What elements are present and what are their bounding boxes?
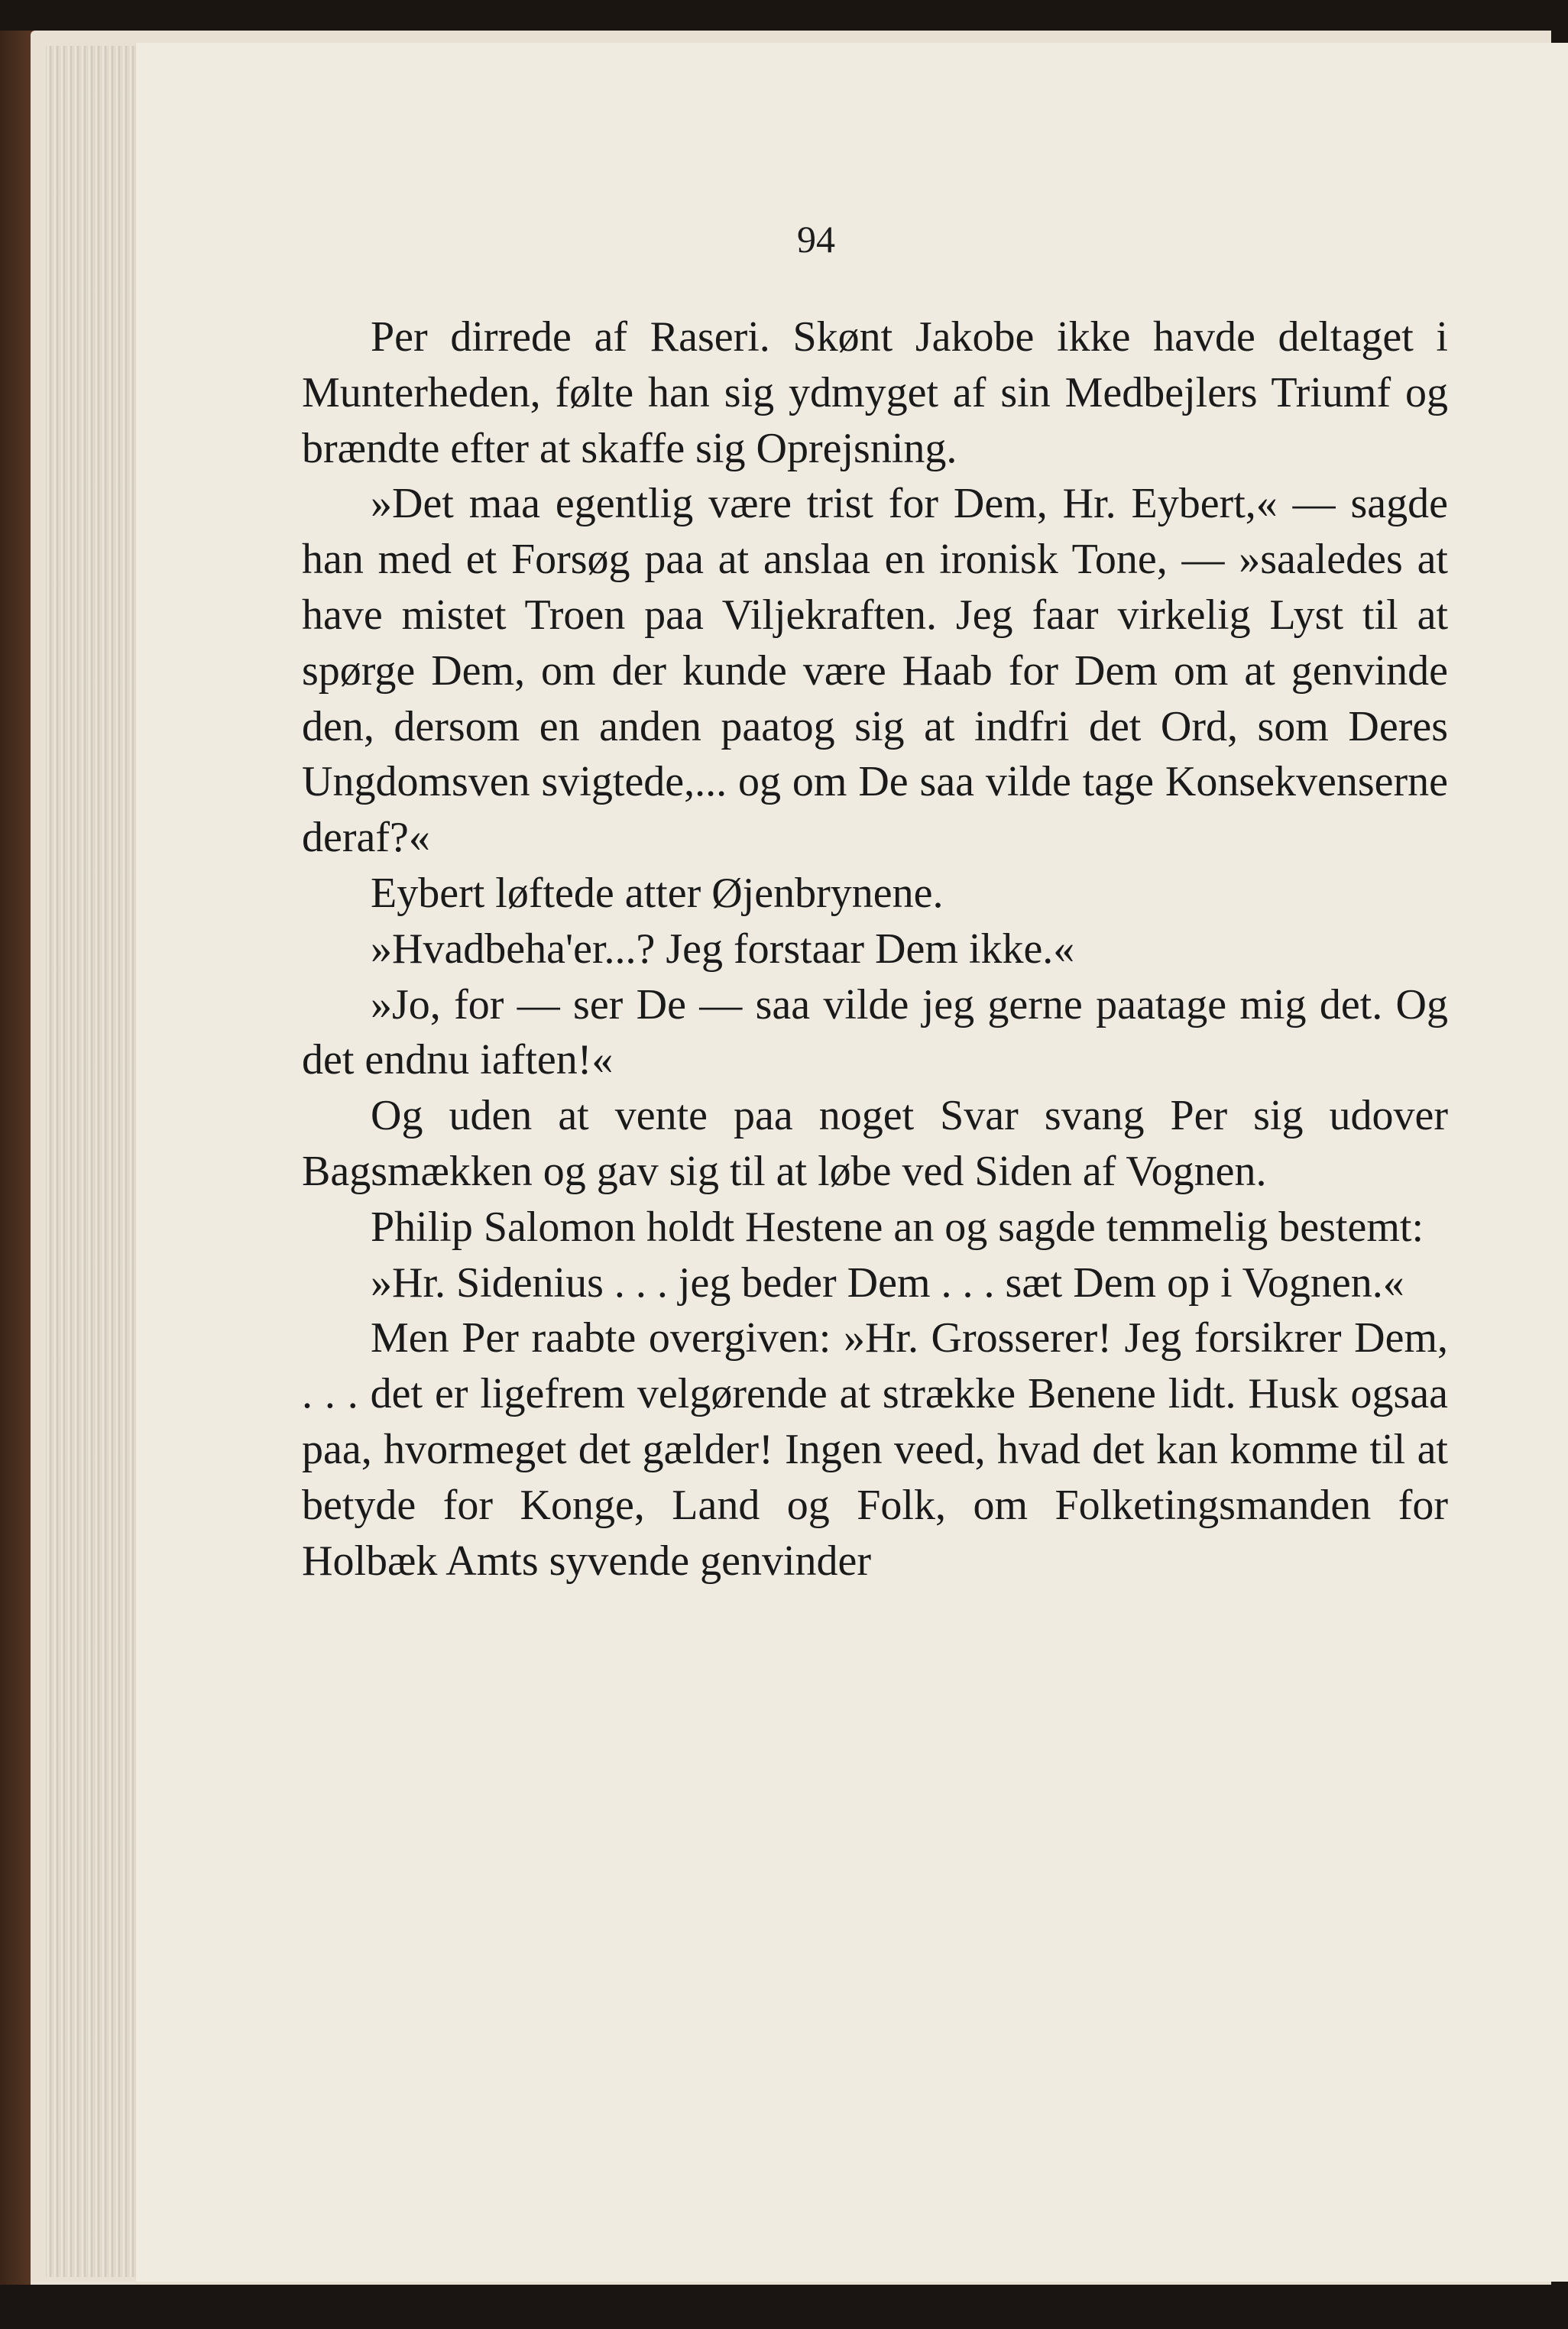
paragraph: Og uden at vente paa noget Svar svang Per sig udover Bagsmækken og gav sig til at løbe ved Siden af Vognen. bbox=[302, 1092, 1448, 1195]
paragraph: Eybert løftede atter Øjenbrynene. bbox=[371, 869, 944, 917]
paragraph: Per dirrede af Raseri. Skønt Jakobe ikke havde deltaget i Munterheden, følte han sig ydmyget af sin Medbejlers Triumf og brændte efter at skaffe sig Oprejsning. bbox=[302, 313, 1448, 472]
paragraph: »Det maa egentlig være trist for Dem, Hr. Eybert,« — sagde han med et Forsøg paa at anslaa en ironisk Tone, — »saaledes at have mistet Troen paa Viljekraften. Jeg faar virkelig Lyst til at spørge Dem, om der kunde være Haab for Dem om at genvinde den, dersom en anden paatog sig at indfri det Ord, som Deres Ungdomsven svigtede,... og om De saa vilde tage Konsekvenserne deraf?« bbox=[302, 480, 1448, 862]
page-number: 94 bbox=[797, 218, 835, 261]
paragraph: »Hvadbeha'er...? Jeg forstaar Dem ikke.« bbox=[371, 925, 1075, 973]
paragraph: Men Per raabte overgiven: »Hr. Grosserer! Jeg forsikrer Dem, . . . det er ligefrem velgørende at strække Benene lidt. Husk ogsaa paa, hvormeget det gælder! Ingen veed, hvad det kan komme til at betyde for Konge, Land og Folk, om Folketingsmanden for Holbæk Amts syvende genvinder bbox=[302, 1314, 1448, 1585]
page-text bbox=[302, 309, 1448, 1589]
paragraph: Philip Salomon holdt Hestene an og sagde temmelig bestemt: bbox=[371, 1203, 1424, 1251]
paragraph: »Jo, for — ser De — saa vilde jeg gerne paatage mig det. Og det endnu iaften!« bbox=[302, 980, 1448, 1084]
page-stack-edges bbox=[46, 46, 138, 2277]
paragraph: »Hr. Sidenius . . . jeg beder Dem . . . sæt Dem op i Vognen.« bbox=[371, 1258, 1404, 1307]
background-strip bbox=[0, 2285, 1568, 2329]
